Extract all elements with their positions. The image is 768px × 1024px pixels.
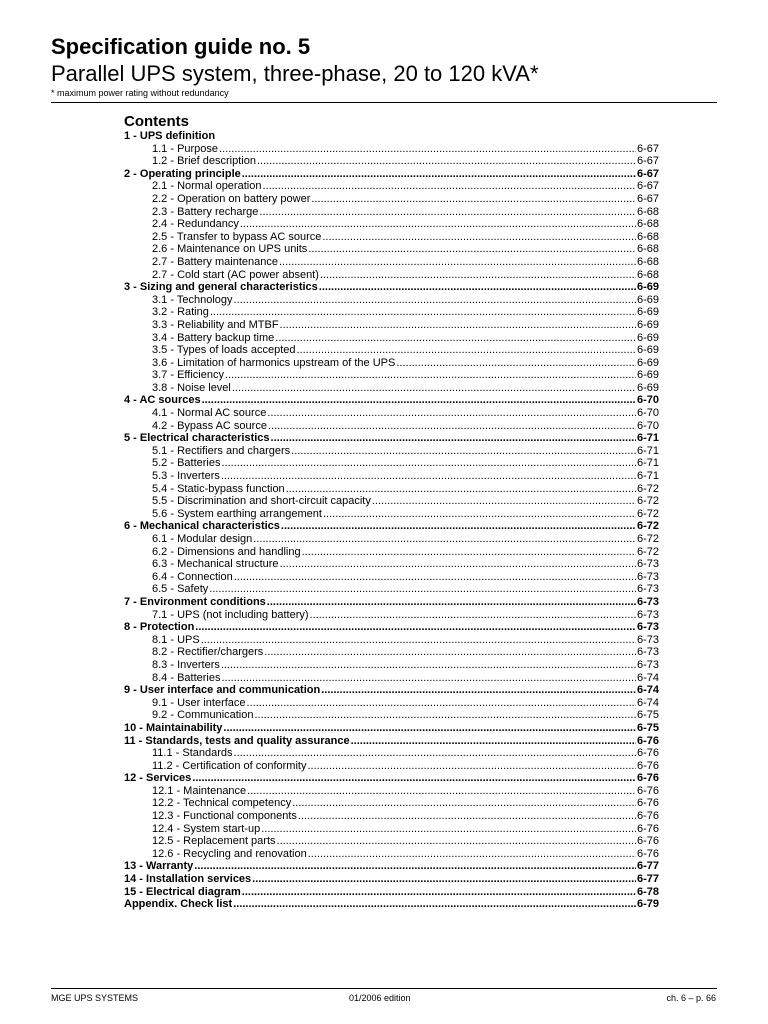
- toc-dot-leader: [221, 457, 635, 470]
- toc-dot-leader: [234, 571, 636, 584]
- toc-entry-page: 6-68: [636, 268, 659, 281]
- toc-subsection-entry: [124, 155, 659, 168]
- toc-section-entry: [124, 772, 659, 785]
- toc-entry-page: 6-68: [636, 255, 659, 268]
- toc-subsection-entry: [124, 344, 659, 357]
- header-rule: [51, 102, 717, 103]
- toc-dot-leader: [302, 546, 636, 559]
- toc-dot-leader: [311, 193, 636, 206]
- toc-entry-label: 3.5 - Types of loads accepted: [152, 344, 296, 357]
- toc-entry-label: 6.5 - Safety: [152, 583, 209, 596]
- toc-entry-label: 7 - Environment conditions: [124, 595, 266, 608]
- toc-subsection-entry: [124, 508, 659, 521]
- toc-entry-label: 4.1 - Normal AC source: [152, 407, 267, 420]
- toc-dot-leader: [277, 835, 636, 848]
- toc-subsection-entry: [124, 294, 659, 307]
- toc-dot-leader: [291, 445, 636, 458]
- toc-entry-label: 12.3 - Functional components: [152, 810, 297, 823]
- toc-entry-page: 6-67: [636, 192, 659, 205]
- toc-subsection-entry: [124, 672, 659, 685]
- toc-entry-label: 5.6 - System earthing arrangement: [152, 507, 322, 520]
- toc-entry-page: 6-71: [636, 457, 659, 470]
- contents-list: [124, 130, 659, 911]
- toc-entry-label: 14 - Installation services: [124, 873, 252, 886]
- toc-entry-label: 10 - Maintainability: [124, 721, 223, 734]
- toc-entry-page: 6-74: [636, 696, 659, 709]
- toc-subsection-entry: [124, 848, 659, 861]
- toc-dot-leader: [234, 747, 636, 760]
- toc-entry-label: 2.6 - Maintenance on UPS units: [152, 243, 308, 256]
- toc-entry-page: 6-69: [636, 293, 659, 306]
- toc-entry-page: 6-76: [636, 847, 659, 860]
- toc-subsection-entry: [124, 747, 659, 760]
- toc-section-entry: [124, 886, 659, 899]
- toc-entry-label: 11.2 - Certification of conformity: [152, 759, 307, 772]
- toc-entry-label: 12.1 - Maintenance: [152, 784, 247, 797]
- toc-entry-label: 2.5 - Transfer to bypass AC source: [152, 230, 322, 243]
- toc-entry-page: 6-70: [636, 394, 659, 407]
- toc-dot-leader: [298, 810, 636, 823]
- toc-entry-page: 6-74: [636, 671, 659, 684]
- toc-entry-page: 6-72: [636, 533, 659, 545]
- toc-dot-leader: [321, 684, 636, 697]
- toc-section-entry: [124, 621, 659, 634]
- toc-dot-leader: [286, 483, 636, 496]
- toc-entry-page: 6-71: [636, 432, 659, 445]
- toc-entry-label: 5.1 - Rectifiers and chargers: [152, 444, 291, 457]
- toc-dot-leader: [225, 369, 636, 382]
- toc-subsection-entry: [124, 143, 659, 156]
- toc-subsection-entry: [124, 231, 659, 244]
- toc-entry-label: 2.1 - Normal operation: [152, 180, 262, 193]
- toc-entry-label: 6.4 - Connection: [152, 570, 233, 583]
- toc-entry-label: 6.2 - Dimensions and handling: [152, 545, 301, 558]
- toc-dot-leader: [351, 735, 636, 748]
- toc-entry-label: 2.7 - Battery maintenance: [152, 255, 278, 268]
- toc-entry-page: 6-72: [636, 482, 659, 495]
- toc-dot-leader: [242, 168, 636, 181]
- toc-entry-page: 6-76: [636, 810, 659, 823]
- toc-dot-leader: [267, 596, 636, 609]
- toc-entry-page: 6-69: [636, 306, 659, 319]
- toc-dot-leader: [372, 495, 636, 508]
- toc-subsection-entry: [124, 369, 659, 382]
- toc-dot-leader: [307, 760, 636, 773]
- toc-entry-page: 6-69: [636, 331, 659, 344]
- toc-entry-page: 6-77: [636, 860, 659, 873]
- toc-entry-label: 3.1 - Technology: [152, 293, 233, 306]
- toc-dot-leader: [261, 823, 636, 836]
- toc-entry-page: 6-73: [636, 583, 659, 596]
- toc-entry-page: 6-76: [636, 759, 659, 772]
- toc-entry-page: 6-69: [636, 318, 659, 331]
- toc-entry-label: 3.6 - Limitation of harmonics upstream of the UPS: [152, 356, 396, 369]
- toc-dot-leader: [396, 357, 636, 370]
- toc-dot-leader: [271, 432, 636, 445]
- toc-entry-page: 6-75: [636, 721, 659, 734]
- toc-dot-leader: [280, 558, 636, 571]
- toc-subsection-entry: [124, 609, 659, 622]
- toc-entry-page: 6-68: [636, 243, 659, 256]
- toc-dot-leader: [192, 772, 636, 785]
- toc-entry-page: 6-70: [636, 419, 659, 432]
- toc-subsection-entry: [124, 760, 659, 773]
- toc-dot-leader: [221, 672, 635, 685]
- toc-section-entry: [124, 596, 659, 609]
- toc-dot-leader: [322, 231, 636, 244]
- toc-dot-leader: [210, 306, 636, 319]
- toc-entry-page: 6-68: [636, 230, 659, 243]
- toc-entry-label: 9.1 - User interface: [152, 696, 246, 709]
- toc-dot-leader: [255, 709, 636, 722]
- toc-dot-leader: [223, 722, 636, 735]
- toc-entry-page: 6-76: [636, 822, 659, 835]
- toc-entry-page: 6-77: [636, 873, 659, 886]
- toc-dot-leader: [275, 332, 636, 345]
- toc-entry-label: 3.8 - Noise level: [152, 381, 231, 394]
- toc-subsection-entry: [124, 797, 659, 810]
- toc-dot-leader: [240, 218, 636, 231]
- contents-heading: Contents: [124, 113, 189, 130]
- toc-subsection-entry: [124, 571, 659, 584]
- toc-dot-leader: [201, 634, 636, 647]
- footer-page-number: ch. 6 – p. 66: [666, 993, 716, 1003]
- toc-entry-label: 9.2 - Communication: [152, 709, 254, 722]
- toc-entry-label: 11.1 - Standards: [152, 747, 233, 760]
- toc-entry-label: 9 - User interface and communication: [124, 684, 321, 697]
- toc-section-entry: [124, 898, 659, 911]
- toc-dot-leader: [308, 848, 636, 861]
- toc-entry-page: 6-69: [636, 281, 659, 294]
- toc-entry-label: 8.3 - Inverters: [152, 658, 220, 671]
- toc-subsection-entry: [124, 243, 659, 256]
- toc-entry-page: 6-76: [636, 835, 659, 848]
- toc-dot-leader: [247, 785, 636, 798]
- toc-entry-label: 2.2 - Operation on battery power: [152, 192, 311, 205]
- toc-entry-page: 6-73: [636, 658, 659, 671]
- toc-dot-leader: [221, 659, 636, 672]
- toc-subsection-entry: [124, 319, 659, 332]
- toc-dot-leader: [257, 155, 636, 168]
- toc-entry-page: 6-67: [636, 155, 659, 168]
- toc-subsection-entry: [124, 709, 659, 722]
- toc-section-entry: [124, 432, 659, 445]
- toc-entry-label: 1.1 - Purpose: [152, 142, 219, 155]
- toc-section-entry: [124, 860, 659, 873]
- document-subtitle: Parallel UPS system, three-phase, 20 to 120 kVA*: [51, 61, 539, 86]
- toc-subsection-entry: [124, 646, 659, 659]
- toc-entry-label: 15 - Electrical diagram: [124, 885, 241, 898]
- toc-dot-leader: [247, 697, 636, 710]
- footer-edition: 01/2006 edition: [349, 993, 411, 1003]
- toc-entry-page: 6-72: [636, 545, 659, 558]
- toc-entry-label: 5.2 - Batteries: [152, 457, 221, 470]
- toc-entry-label: 8.1 - UPS: [152, 633, 200, 646]
- toc-entry-label: 11 - Standards, tests and quality assurance: [124, 734, 350, 747]
- toc-entry-label: 8 - Protection: [124, 621, 195, 634]
- toc-section-entry: [124, 735, 659, 748]
- toc-subsection-entry: [124, 306, 659, 319]
- toc-entry-label: 12 - Services: [124, 772, 192, 785]
- toc-subsection-entry: [124, 218, 659, 231]
- toc-entry-page: 6-67: [636, 180, 659, 193]
- toc-dot-leader: [195, 621, 636, 634]
- toc-dot-leader: [233, 898, 636, 911]
- toc-entry-page: 6-73: [636, 633, 659, 646]
- toc-subsection-entry: [124, 357, 659, 370]
- toc-section-entry: [124, 722, 659, 735]
- toc-entry-page: 6-73: [636, 608, 659, 621]
- toc-subsection-entry: [124, 697, 659, 710]
- toc-section-entry: [124, 281, 659, 294]
- toc-dot-leader: [280, 319, 636, 332]
- toc-dot-leader: [253, 533, 636, 546]
- toc-dot-leader: [242, 886, 636, 899]
- footnote: * maximum power rating without redundancy: [51, 88, 229, 98]
- toc-entry-label: 2.3 - Battery recharge: [152, 205, 259, 218]
- toc-dot-leader: [202, 394, 636, 407]
- toc-dot-leader: [292, 797, 636, 810]
- toc-section-entry: [124, 873, 659, 886]
- toc-dot-leader: [267, 407, 636, 420]
- toc-entry-page: 6-76: [636, 772, 659, 785]
- toc-subsection-entry: [124, 445, 659, 458]
- toc-entry-page: 6-79: [636, 898, 659, 911]
- toc-dot-leader: [194, 860, 636, 873]
- toc-entry-label: 5.4 - Static-bypass function: [152, 482, 285, 495]
- toc-entry-label: 12.5 - Replacement parts: [152, 835, 276, 848]
- toc-subsection-entry: [124, 835, 659, 848]
- toc-entry-page: 6-72: [636, 520, 659, 533]
- toc-entry-page: 6-71: [636, 444, 659, 457]
- toc-subsection-entry: [124, 583, 659, 596]
- toc-dot-leader: [262, 180, 636, 193]
- toc-entry-page: 6-67: [636, 167, 659, 180]
- toc-subsection-entry: [124, 659, 659, 672]
- toc-subsection-entry: [124, 495, 659, 508]
- toc-entry-label: 3.3 - Reliability and MTBF: [152, 318, 279, 331]
- toc-dot-leader: [319, 281, 636, 294]
- toc-dot-leader: [232, 382, 636, 395]
- toc-dot-leader: [279, 256, 636, 269]
- toc-dot-leader: [259, 206, 636, 219]
- toc-subsection-entry: [124, 483, 659, 496]
- toc-dot-leader: [209, 583, 636, 596]
- toc-entry-page: 6-76: [636, 747, 659, 760]
- toc-dot-leader: [221, 470, 636, 483]
- toc-entry-page: 6-73: [636, 558, 659, 571]
- toc-entry-label: 5.5 - Discrimination and short-circuit capacity: [152, 495, 371, 508]
- table-of-contents: [124, 113, 659, 911]
- toc-subsection-entry: [124, 407, 659, 420]
- toc-subsection-entry: [124, 634, 659, 647]
- toc-subsection-entry: [124, 193, 659, 206]
- toc-entry-label: 6 - Mechanical characteristics: [124, 520, 280, 533]
- toc-entry-label: 8.2 - Rectifier/chargers: [152, 646, 264, 659]
- toc-subsection-entry: [124, 332, 659, 345]
- toc-entry-page: 6-70: [636, 407, 659, 420]
- toc-dot-leader: [323, 508, 636, 521]
- toc-entry-label: 2 - Operating principle: [124, 167, 241, 180]
- document-title: Specification guide no. 5: [51, 34, 311, 59]
- toc-entry-page: 6-75: [636, 709, 659, 722]
- toc-subsection-entry: [124, 256, 659, 269]
- toc-entry-label: 3.7 - Efficiency: [152, 369, 224, 382]
- toc-entry-page: 6-68: [636, 218, 659, 231]
- toc-dot-leader: [297, 344, 636, 357]
- toc-entry-page: 6-71: [636, 470, 659, 483]
- toc-subsection-entry: [124, 382, 659, 395]
- toc-subsection-entry: [124, 180, 659, 193]
- toc-subsection-entry: [124, 823, 659, 836]
- toc-dot-leader: [219, 143, 636, 156]
- toc-entry-label: 5 - Electrical characteristics: [124, 432, 270, 445]
- toc-entry-page: 6-73: [636, 570, 659, 583]
- toc-entry-page: 6-67: [636, 142, 659, 155]
- toc-subsection-entry: [124, 558, 659, 571]
- toc-dot-leader: [268, 420, 636, 433]
- footer-company: MGE UPS SYSTEMS: [51, 993, 139, 1003]
- toc-dot-leader: [308, 243, 636, 256]
- toc-section-entry: [124, 130, 659, 143]
- toc-subsection-entry: [124, 810, 659, 823]
- toc-entry-label: 12.4 - System start-up: [152, 822, 261, 835]
- toc-section-entry: [124, 394, 659, 407]
- toc-dot-leader: [264, 646, 636, 659]
- toc-entry-page: 6-68: [636, 205, 659, 218]
- toc-entry-label: 7.1 - UPS (not including battery): [152, 608, 309, 621]
- toc-subsection-entry: [124, 420, 659, 433]
- toc-entry-label: 12.6 - Recycling and renovation: [152, 847, 307, 860]
- toc-entry-page: 6-76: [636, 784, 659, 797]
- toc-subsection-entry: [124, 533, 659, 546]
- toc-entry-label: 3 - Sizing and general characteristics: [124, 281, 318, 294]
- toc-dot-leader: [234, 294, 636, 307]
- toc-entry-page: 6-76: [636, 734, 659, 747]
- toc-entry-page: 6-76: [636, 797, 659, 810]
- toc-entry-label: 12.2 - Technical competency: [152, 797, 292, 810]
- toc-entry-label: 13 - Warranty: [124, 860, 194, 873]
- toc-entry-page: 6-72: [636, 507, 659, 520]
- toc-entry-label: 6.1 - Modular design: [152, 533, 253, 545]
- toc-entry-page: 6-73: [636, 621, 659, 634]
- toc-section-entry: [124, 168, 659, 181]
- toc-entry-page: 6-69: [636, 356, 659, 369]
- toc-entry-label: 3.4 - Battery backup time: [152, 331, 275, 344]
- toc-entry-label: 2.4 - Redundancy: [152, 218, 239, 231]
- toc-subsection-entry: [124, 546, 659, 559]
- toc-entry-label: Appendix. Check list: [124, 898, 233, 911]
- toc-entry-label: 1 - UPS definition: [124, 130, 216, 142]
- toc-entry-label: 6.3 - Mechanical structure: [152, 558, 279, 571]
- toc-section-entry: [124, 684, 659, 697]
- toc-entry-page: 6-69: [636, 369, 659, 382]
- toc-section-entry: [124, 520, 659, 533]
- toc-entry-label: 4.2 - Bypass AC source: [152, 419, 267, 432]
- toc-entry-page: 6-69: [636, 344, 659, 357]
- toc-dot-leader: [252, 873, 636, 886]
- toc-dot-leader: [310, 609, 636, 622]
- toc-entry-page: 6-73: [636, 595, 659, 608]
- toc-entry-label: 3.2 - Rating: [152, 306, 209, 319]
- toc-subsection-entry: [124, 206, 659, 219]
- toc-entry-label: 8.4 - Batteries: [152, 671, 221, 684]
- toc-entry-label: 4 - AC sources: [124, 394, 201, 407]
- toc-entry-label: 5.3 - Inverters: [152, 470, 220, 483]
- toc-entry-label: 2.7 - Cold start (AC power absent): [152, 268, 319, 281]
- toc-subsection-entry: [124, 457, 659, 470]
- toc-dot-leader: [281, 520, 636, 533]
- toc-subsection-entry: [124, 269, 659, 282]
- footer-rule: [51, 988, 717, 989]
- toc-entry-page: 6-74: [636, 684, 659, 697]
- toc-subsection-entry: [124, 470, 659, 483]
- toc-entry-page: 6-73: [636, 646, 659, 659]
- toc-entry-page: 6-69: [636, 381, 659, 394]
- toc-entry-page: 6-72: [636, 495, 659, 508]
- toc-entry-label: 1.2 - Brief description: [152, 155, 256, 168]
- toc-entry-page: 6-78: [636, 885, 659, 898]
- toc-subsection-entry: [124, 785, 659, 798]
- toc-dot-leader: [320, 269, 636, 282]
